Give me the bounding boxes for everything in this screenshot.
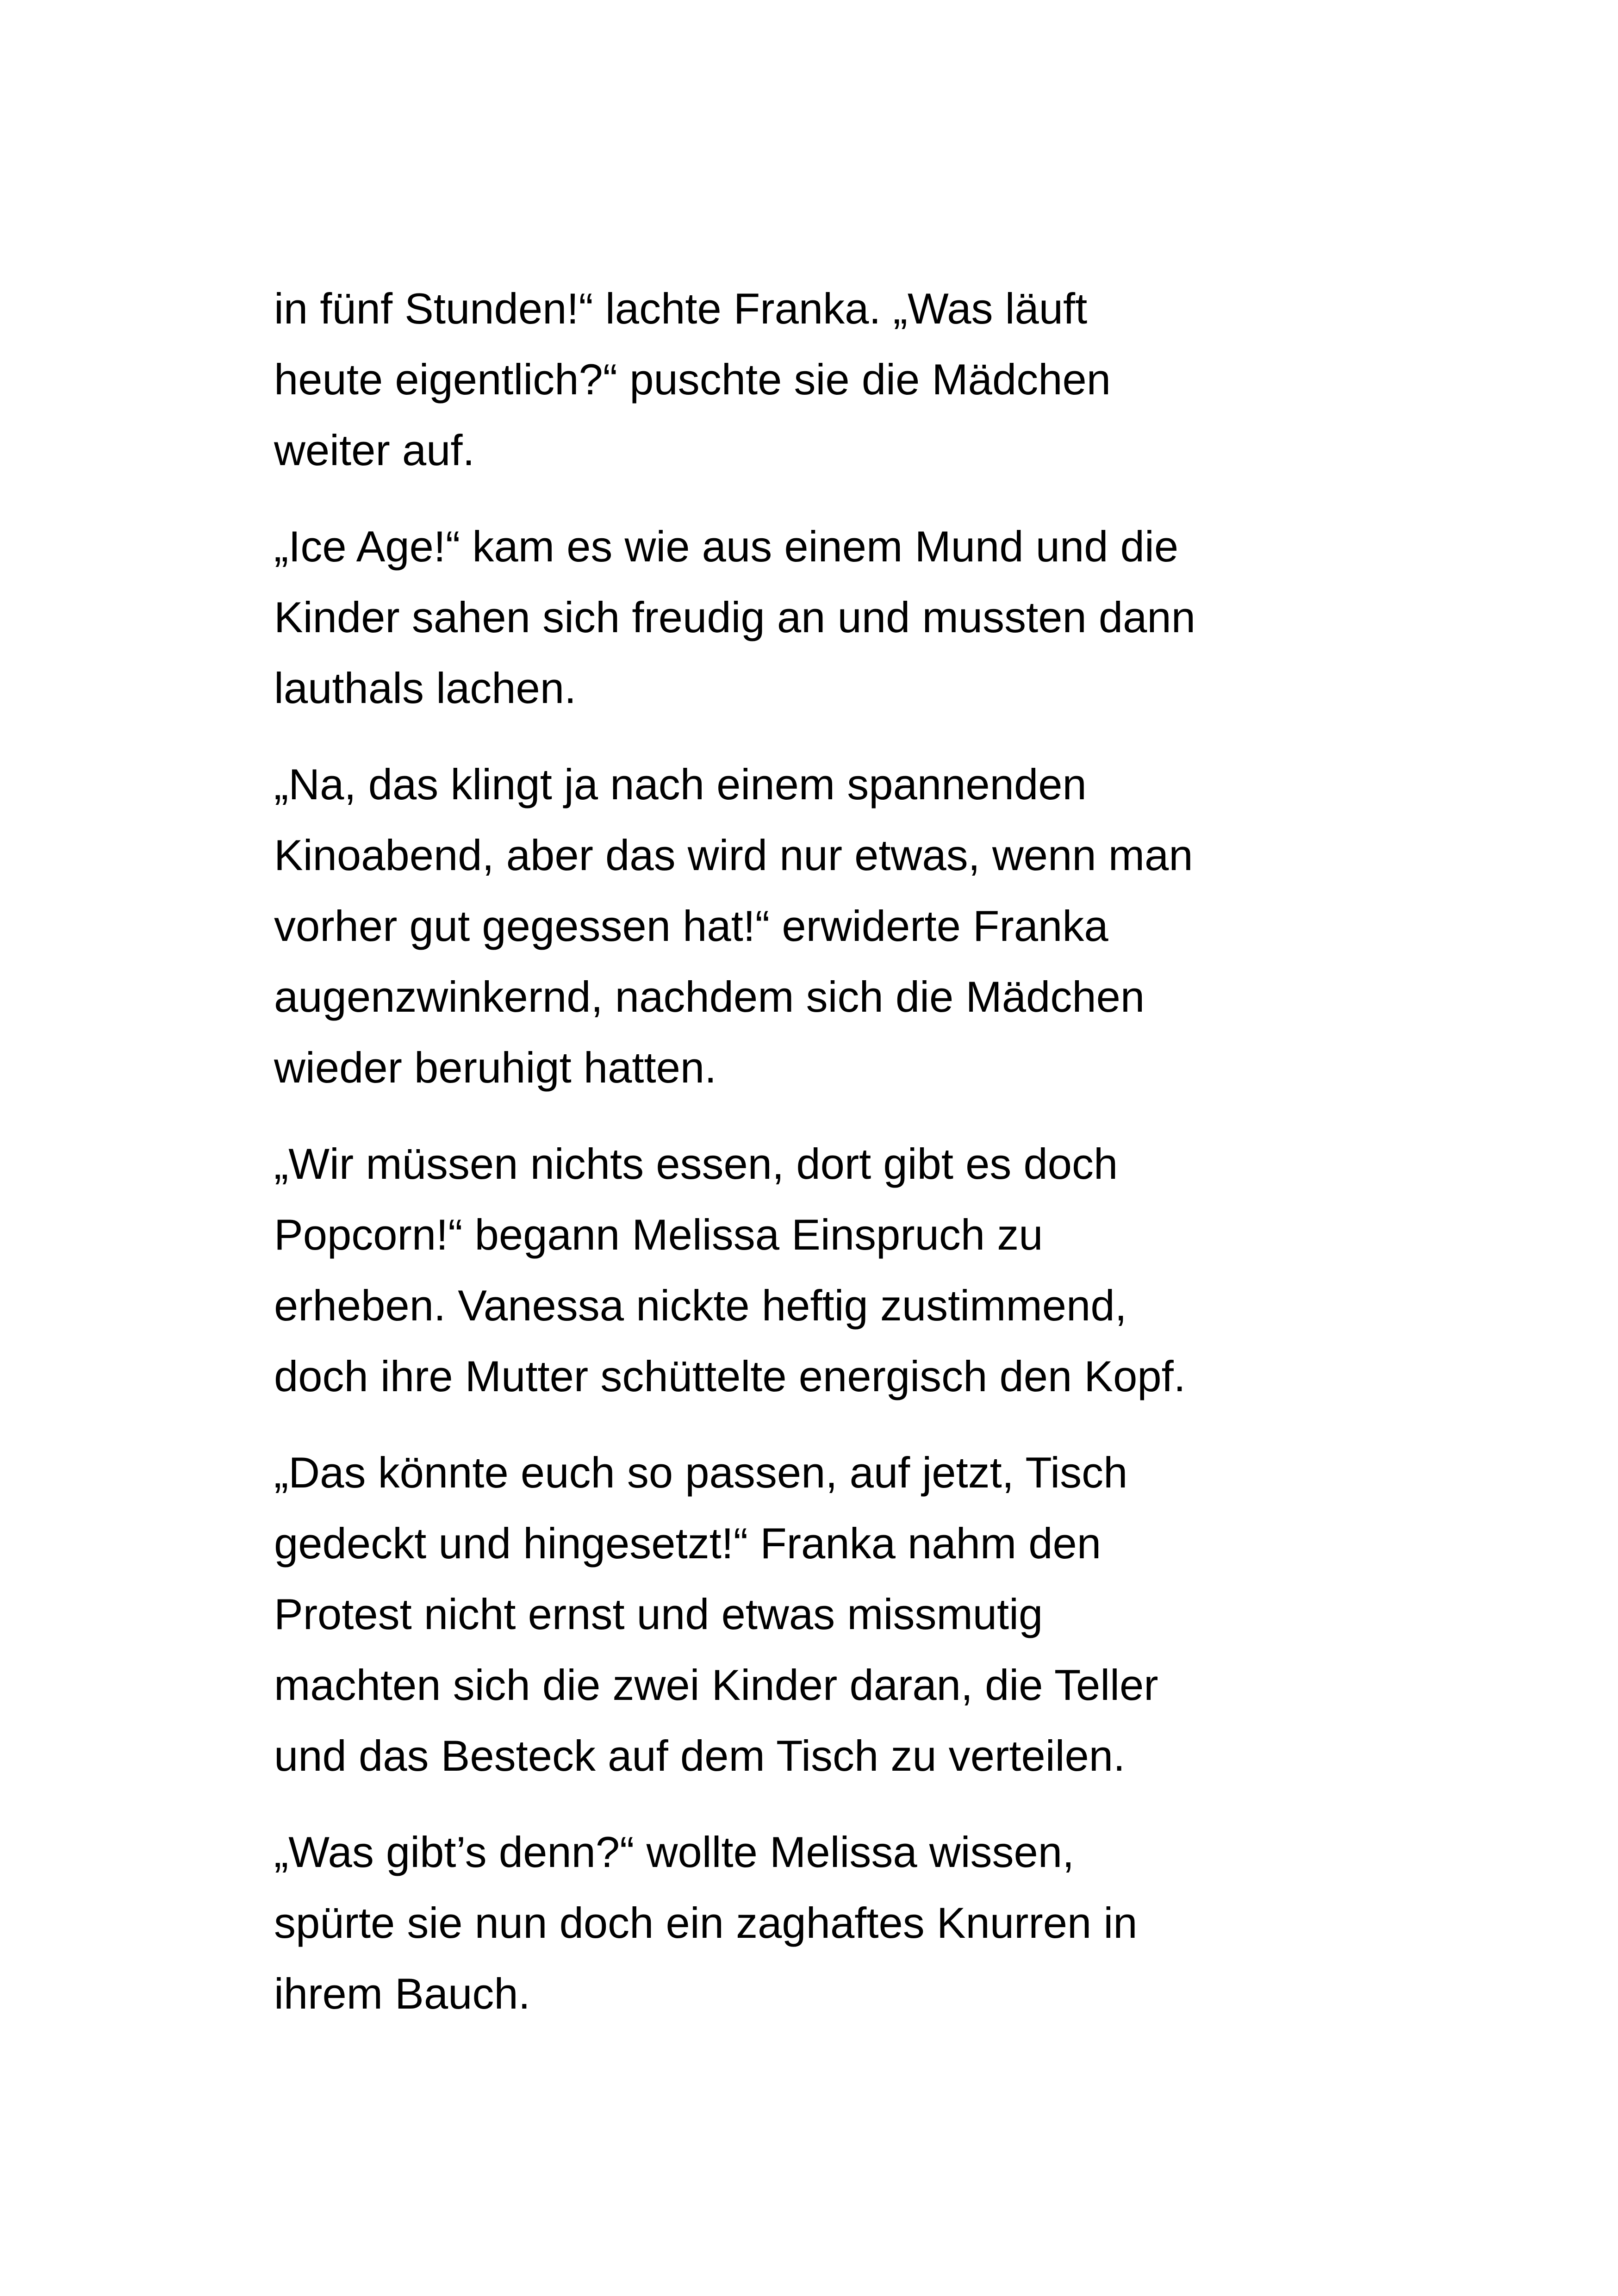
- text-line: doch ihre Mutter schüttelte energisch den Kopf.: [274, 1352, 1186, 1400]
- body-text: [274, 273, 1394, 2054]
- paragraph: [274, 1817, 1394, 2029]
- paragraph: [274, 1128, 1394, 1412]
- text-line: augenzwinkernd, nachdem sich die Mädchen: [274, 972, 1145, 1021]
- paragraph: [274, 511, 1394, 723]
- text-line: Kinder sahen sich freudig an und mussten dann: [274, 593, 1195, 641]
- text-line: „Ice Age!“ kam es wie aus einem Mund und die: [274, 522, 1179, 571]
- text-line: „Was gibt’s denn?“ wollte Melissa wissen,: [274, 1828, 1075, 1876]
- text-line: spürte sie nun doch ein zaghaftes Knurren in: [274, 1898, 1138, 1947]
- text-line: und das Besteck auf dem Tisch zu verteilen.: [274, 1731, 1126, 1780]
- text-line: weiter auf.: [274, 426, 475, 474]
- text-line: wieder beruhigt hatten.: [274, 1043, 717, 1092]
- text-line: erheben. Vanessa nickte heftig zustimmend,: [274, 1281, 1127, 1330]
- text-line: „Na, das klingt ja nach einem spannenden: [274, 760, 1087, 809]
- paragraph: [274, 749, 1394, 1103]
- text-line: vorher gut gegessen hat!“ erwiderte Franka: [274, 902, 1108, 950]
- text-line: gedeckt und hingesetzt!“ Franka nahm den: [274, 1519, 1101, 1568]
- paragraph: [274, 273, 1394, 485]
- text-line: Popcorn!“ begann Melissa Einspruch zu: [274, 1210, 1043, 1259]
- paragraph: [274, 1437, 1394, 1791]
- text-line: heute eigentlich?“ puschte sie die Mädchen: [274, 355, 1111, 404]
- text-line: lauthals lachen.: [274, 664, 577, 712]
- text-line: „Wir müssen nichts essen, dort gibt es doch: [274, 1139, 1118, 1188]
- text-line: Kinoabend, aber das wird nur etwas, wenn man: [274, 831, 1193, 879]
- text-line: „Das könnte euch so passen, auf jetzt, Tisch: [274, 1448, 1128, 1497]
- text-line: machten sich die zwei Kinder daran, die Teller: [274, 1661, 1158, 1709]
- text-line: Protest nicht ernst und etwas missmutig: [274, 1590, 1043, 1638]
- text-line: ihrem Bauch.: [274, 1969, 530, 2018]
- text-line: in fünf Stunden!“ lachte Franka. „Was läuft: [274, 284, 1088, 333]
